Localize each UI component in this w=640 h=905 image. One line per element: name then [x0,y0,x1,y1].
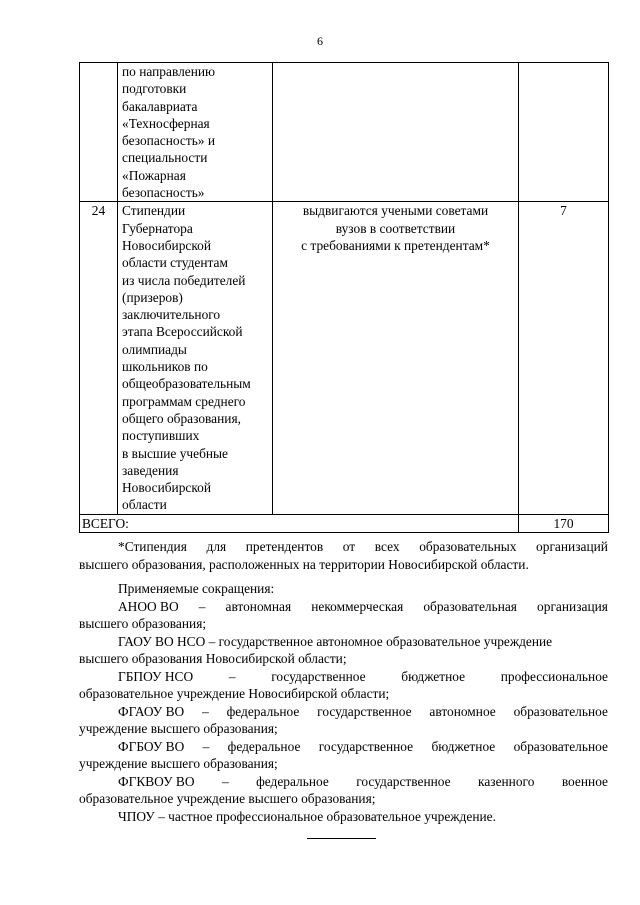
name-line: бакалавриата [122,98,198,114]
footnote [79,538,608,573]
end-separator-line [307,838,376,839]
abbreviation-word: образовательная [423,598,517,614]
abbreviations [79,580,608,825]
table-row-24 [80,202,609,514]
condition-cell [273,202,519,514]
abbreviation-word: государственное [356,773,451,789]
name-line: подготовки [122,81,187,97]
abbreviation-line [79,598,608,616]
name-line: (призеров) [122,289,183,305]
abbreviation-line: учреждение высшего образования; [79,721,278,736]
name-line: безопасность» [122,185,205,201]
name-line: безопасность» и [122,133,216,149]
abbreviation-word: АНОО ВО [118,598,179,614]
abbreviation-word: автономное [429,703,496,719]
abbreviation-line: высшего образования Новосибирской области; [79,651,347,666]
abbreviation-line [79,668,608,686]
footnote-line-2: высшего образования, расположенных на территории Новосибирской области. [79,556,529,572]
abbreviation-word: ФГКВОУ ВО [118,773,195,789]
abbreviation-line: учреждение высшего образования; [79,756,278,771]
name-line: по направлению [122,64,216,79]
footnote-word: от [342,539,356,554]
name-line: общего образования, [122,410,241,426]
condition-line: с требованиями к претендентам* [301,237,490,253]
total-value: 170 [519,514,609,532]
name-line: общеобразовательным [122,376,251,392]
abbreviation-word: организация [537,598,608,614]
name-line: специальности [122,150,208,166]
name-line: Губернатора [122,220,193,236]
abbreviation-word: ГБПОУ НСО [118,668,194,684]
page-number: 6 [317,34,323,48]
abbreviation-word: федеральное [227,738,301,754]
abbreviation-word: федеральное [226,703,300,719]
name-line: программам среднего [122,393,246,409]
abbreviation-word: военное [561,773,608,789]
condition-line: выдвигаются учеными советами [302,203,489,219]
name-line: заведения [122,462,179,478]
footnote-word: претендентов [245,539,324,554]
abbreviation-line [79,773,608,791]
abbreviation-word: бюджетное [401,668,466,684]
abbreviation-line: образовательное учреждение Новосибирской области; [79,686,390,701]
abbreviation-word: автономная [225,598,292,614]
footnote-word: *Стипендия [118,539,187,554]
name-line: олимпиады [122,341,187,357]
abbreviation-word: – [198,598,206,614]
abbreviation-word: государственное [318,738,414,754]
abbreviation-word: ФГАОУ ВО [118,703,185,719]
name-line: «Пожарная [122,167,186,183]
name-line: области [122,497,167,513]
name-line: области студентам [122,255,228,271]
abbreviation-word: федеральное [256,773,329,789]
abbreviation-line: образовательное учреждение высшего образования; [79,791,376,806]
name-line: «Техносферная [122,115,210,131]
name-line: Новосибирской [122,480,212,496]
footnote-word: всех [374,539,400,554]
abbreviation-line: ГАОУ ВО НСО – государственное автономное образовательное учреждение [118,633,553,649]
name-line: Стипендии [122,203,186,219]
abbreviation-word: государственное [271,668,366,684]
abbreviations-heading: Применяемые сокращения: [118,581,275,596]
abbreviation-word: – [202,738,210,754]
abbreviation-word: некоммерческая [311,598,404,614]
footnote-word: организаций [536,539,608,554]
name-line: в высшие учебные [122,445,228,461]
name-line: этапа Всероссийской [122,324,243,340]
abbreviation-word: – [202,703,209,719]
abbreviation-line: ЧПОУ – частное профессиональное образовательное учреждение. [118,808,496,824]
abbreviation-word: бюджетное [431,738,496,754]
scholarship-name-cell [118,202,273,514]
name-line: школьников по [122,359,208,375]
abbreviation-line: высшего образования; [79,616,207,631]
quantity-cell: 7 [519,202,609,514]
footnote-line-1 [79,538,608,556]
row-number-cell: 24 [80,202,118,514]
footnote-word: для [206,539,227,554]
abbreviation-word: образовательное [513,703,608,719]
abbreviation-word: ФГБОУ ВО [118,738,185,754]
condition-cell [273,63,519,202]
abbreviation-word: профессиональное [500,668,608,684]
abbreviation-line [79,738,608,756]
abbreviation-word: государственное [317,703,412,719]
row-number-cell [80,63,118,202]
footnote-word: образовательных [419,539,517,554]
name-line: заключительного [122,307,221,323]
name-line: Новосибирской [122,237,212,253]
scholarship-name-cell [118,63,273,202]
table-row-total [80,514,609,532]
total-label: ВСЕГО: [80,514,519,532]
abbreviation-word: образовательное [513,738,608,754]
abbreviation-word: – [221,773,229,789]
abbreviation-line [79,703,608,721]
quantity-cell [519,63,609,202]
abbreviation-word: – [228,668,236,684]
table-row-continuation [80,63,609,202]
scholarship-table [79,62,609,533]
condition-line: вузов в соответствии [335,220,456,236]
abbreviation-word: казенного [478,773,535,789]
name-line: поступивших [122,428,200,444]
name-line: из числа победителей [122,272,246,288]
